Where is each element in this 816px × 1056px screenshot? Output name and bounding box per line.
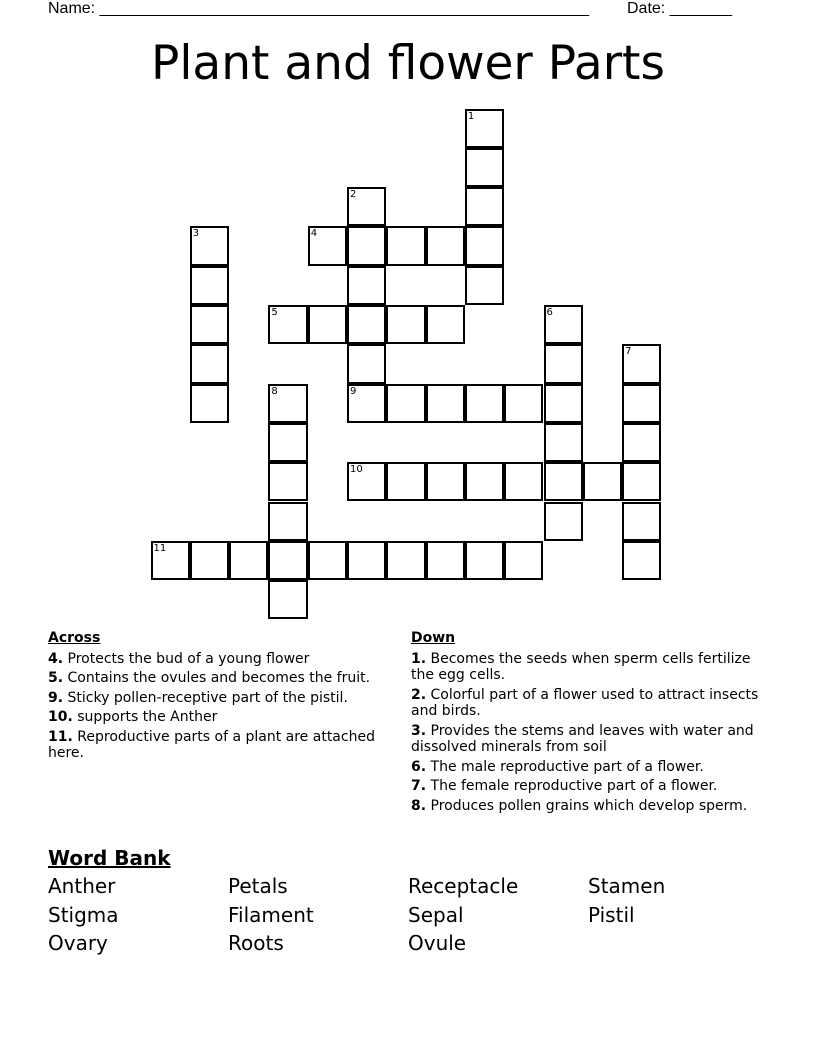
word-bank-item: Receptacle (408, 874, 519, 898)
crossword-cell (622, 502, 661, 541)
clue-text: Provides the stems and leaves with water and dissolved minerals from soil (411, 722, 754, 755)
clue-number: 7. (411, 778, 427, 794)
crossword-cell (465, 226, 504, 265)
clue-number-label: 7 (625, 346, 632, 358)
clue-number-label: 1 (467, 110, 475, 122)
crossword-cell (622, 344, 661, 383)
clue-number-label: 5 (271, 307, 278, 318)
clue-number: 6. (411, 758, 427, 775)
crossword-cell (386, 384, 425, 423)
crossword-cell (465, 266, 504, 305)
down-clue (411, 759, 761, 776)
across-clue (48, 651, 404, 668)
crossword-cell (544, 344, 583, 383)
down-clues (411, 630, 761, 817)
word-bank-item: Ovule (408, 931, 467, 955)
clue-text: Protects the bud of a young flower (67, 650, 310, 667)
crossword-cell (504, 462, 543, 501)
crossword-cell (308, 226, 347, 265)
crossword-cell (190, 266, 229, 305)
crossword-cell (622, 384, 661, 423)
clue-number: 1. (411, 650, 427, 667)
clue-number: 9. (48, 689, 64, 706)
across-clue (48, 729, 404, 762)
crossword-cell (465, 384, 504, 423)
word-bank-item: Stigma (48, 903, 119, 927)
crossword-cell (465, 541, 504, 580)
crossword-cell (268, 541, 307, 580)
crossword-cell (544, 462, 583, 501)
crossword-cell (465, 187, 504, 226)
crossword-cell (190, 541, 229, 580)
down-clue (411, 798, 761, 815)
crossword-cell (347, 266, 386, 305)
crossword-cell (190, 344, 229, 383)
clue-number-label: 4 (310, 228, 318, 240)
down-heading: Down (411, 630, 456, 646)
crossword-cell (544, 502, 583, 541)
word-bank-item: Petals (228, 874, 288, 898)
crossword-cell (622, 541, 661, 580)
crossword-cell (386, 226, 425, 265)
clue-number-label: 10 (350, 464, 363, 476)
crossword-cell (426, 384, 465, 423)
word-bank-item: Roots (228, 931, 284, 955)
crossword-cell (268, 580, 307, 619)
clue-text: Contains the ovules and becomes the fruit. (67, 670, 371, 686)
crossword-cell (622, 462, 661, 501)
down-clue (411, 778, 761, 795)
clue-number-label: 11 (153, 542, 167, 554)
clue-text: Becomes the seeds when sperm cells fertilize the egg cells. (411, 650, 751, 683)
clue-text: Sticky pollen-receptive part of the pistil. (67, 689, 348, 706)
clue-text: Colorful part of a flower used to attract insects and birds. (411, 686, 759, 719)
word-bank-title: Word Bank (48, 846, 171, 870)
crossword-cell (347, 305, 386, 344)
clue-number: 5. (48, 670, 64, 686)
crossword-cell (229, 541, 268, 580)
down-clue (411, 651, 761, 684)
crossword-cell (504, 384, 543, 423)
clue-text: The female reproductive part of a flower. (430, 778, 718, 794)
crossword-cell (583, 462, 622, 501)
word-bank-item: Pistil (588, 903, 635, 927)
crossword-cell (465, 148, 504, 187)
crossword-cell (190, 226, 229, 265)
crossword-cell (268, 305, 307, 344)
crossword-cell (347, 226, 386, 265)
crossword-cell (347, 462, 386, 501)
clue-number: 4. (48, 650, 64, 667)
crossword-cell (386, 305, 425, 344)
clue-text: supports the Anther (77, 709, 218, 725)
across-heading: Across (48, 630, 101, 646)
crossword-cell (268, 462, 307, 501)
crossword-cell (347, 384, 386, 423)
clue-number-label: 9 (350, 385, 357, 397)
word-bank-item: Ovary (48, 931, 108, 955)
clue-number-label: 3 (192, 228, 200, 240)
crossword-cell (544, 423, 583, 462)
clue-text: Reproductive parts of a plant are attached here. (48, 728, 375, 761)
name-line: Name: _______________________________________________________ (48, 0, 589, 17)
clue-number: 8. (411, 797, 427, 814)
down-clue (411, 687, 761, 720)
word-bank-item: Anther (48, 874, 116, 898)
crossword-cell (426, 541, 465, 580)
crossword-cell (347, 187, 386, 226)
crossword-cell (544, 384, 583, 423)
crossword-cell (386, 462, 425, 501)
crossword-cell (465, 109, 504, 148)
clue-number-label: 8 (271, 385, 278, 397)
crossword-cell (465, 462, 504, 501)
date-line: Date: _______ (627, 0, 732, 17)
crossword-cell (268, 423, 307, 462)
clue-number-label: 6 (546, 307, 553, 318)
across-clues (48, 630, 404, 765)
across-clue (48, 690, 404, 707)
crossword-cell (347, 541, 386, 580)
crossword-cell (386, 541, 425, 580)
crossword-cell (268, 384, 307, 423)
clue-text: Produces pollen grains which develop sperm. (430, 797, 748, 814)
crossword-cell (190, 305, 229, 344)
crossword-cell (151, 541, 190, 580)
across-clue (48, 709, 404, 726)
crossword-cell (308, 541, 347, 580)
across-clue (48, 670, 404, 687)
clue-number: 2. (411, 686, 427, 703)
word-bank-item: Filament (228, 903, 314, 927)
crossword-cell (268, 502, 307, 541)
crossword-cell (347, 344, 386, 383)
clue-number: 11. (48, 728, 73, 745)
down-clue (411, 723, 761, 756)
crossword-cell (544, 305, 583, 344)
crossword-cell (426, 462, 465, 501)
word-bank-item: Stamen (588, 874, 666, 898)
crossword-cell (426, 226, 465, 265)
clue-number: 3. (411, 722, 427, 739)
crossword-cell (190, 384, 229, 423)
crossword-cell (426, 305, 465, 344)
word-bank-item: Sepal (408, 903, 464, 927)
clue-text: The male reproductive part of a flower. (430, 758, 704, 775)
crossword-cell (504, 541, 543, 580)
crossword-cell (308, 305, 347, 344)
clue-number-label: 2 (350, 189, 357, 201)
page-title: Plant and flower Parts (151, 36, 665, 91)
crossword-cell (622, 423, 661, 462)
clue-number: 10. (48, 709, 73, 725)
